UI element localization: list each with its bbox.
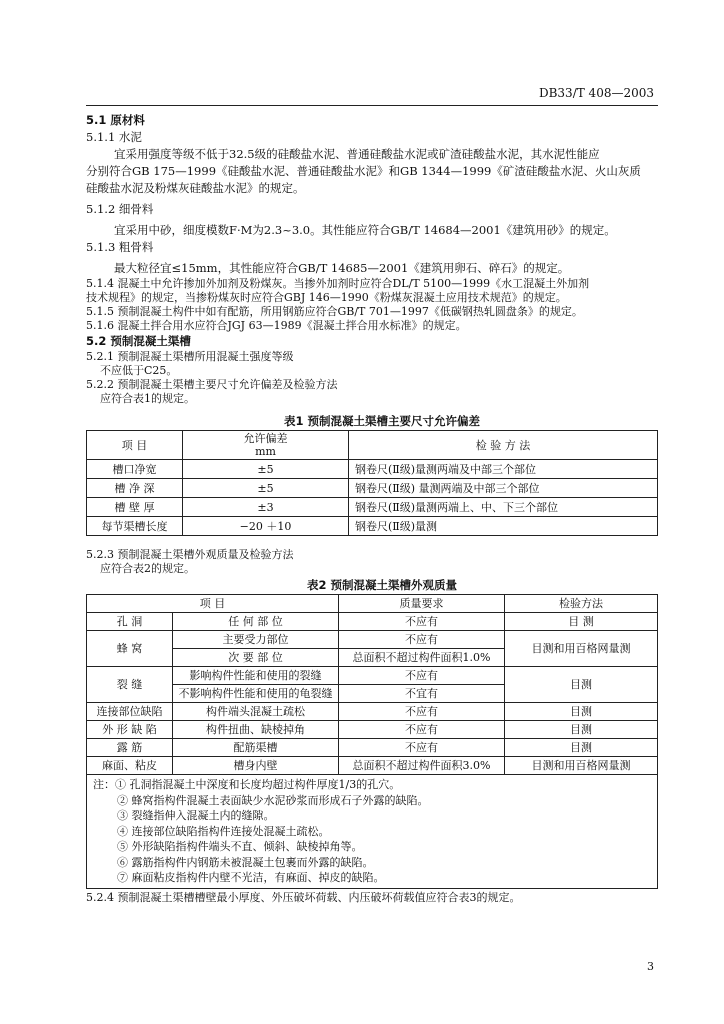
- table-row: [87, 739, 658, 757]
- document-body: [86, 112, 658, 905]
- table2-notes: [86, 775, 658, 889]
- table1: [86, 430, 658, 536]
- table-cell: 不应有: [339, 721, 505, 739]
- table-row: [87, 460, 658, 479]
- table-cell: 总面积不超过构件面积1.0%: [339, 649, 505, 667]
- table-cell: 构件端头混凝土疏松: [173, 703, 339, 721]
- table-row: [87, 613, 658, 631]
- paragraph-line: 硅酸盐水泥及粉煤灰硅酸盐水泥》的规定。: [86, 181, 305, 195]
- header-cell: 项 目: [87, 595, 339, 613]
- subsection-heading: 5.2.3 预制混凝土渠槽外观质量及检验方法: [86, 548, 294, 561]
- table-cell: 总面积不超过构件面积3.0%: [339, 757, 505, 775]
- header-cell-text: 允许偏差: [243, 432, 288, 445]
- note-line: ⑥ 露筋指构件内钢筋未被混凝土包裹而外露的缺陷。: [117, 855, 374, 869]
- table-row: [87, 479, 658, 498]
- section-heading: 5.1 原材料: [86, 113, 145, 127]
- paragraph-line: 应符合表2的规定。: [100, 562, 195, 575]
- standard-code: DB33/T 408—2003: [538, 86, 654, 100]
- note-line: ③ 裂缝指伸入混凝土内的缝隙。: [117, 809, 275, 822]
- table-cell: 外 形 缺 陷: [87, 721, 173, 739]
- table-cell: 槽 净 深: [87, 479, 183, 498]
- table-cell: 麻面、粘皮: [87, 757, 173, 775]
- note-line: ④ 连接部位缺陷指构件连接处混凝土疏松。: [117, 824, 330, 838]
- header-cell: 检 验 方 法: [349, 431, 658, 460]
- table-cell: 目测和用百格网量测: [505, 757, 658, 775]
- paragraph-line: 不应低于C25。: [100, 364, 178, 377]
- table-row: [87, 631, 658, 649]
- table-row: [87, 703, 658, 721]
- header-cell: [183, 431, 349, 460]
- table-cell: −20 ＋10: [183, 517, 349, 536]
- table-header-row: [87, 595, 658, 613]
- table-cell: 目测: [505, 703, 658, 721]
- table-cell: 不应有: [339, 703, 505, 721]
- table-row: [87, 498, 658, 517]
- table-cell: 主要受力部位: [173, 631, 339, 649]
- table-cell: 配筋渠槽: [173, 739, 339, 757]
- table-cell: 次 要 部 位: [173, 649, 339, 667]
- paragraph-line: 应符合表1的规定。: [100, 392, 195, 405]
- table-cell: ±5: [183, 460, 349, 479]
- paragraph-line: 最大粒径宜≤15mm，其性能应符合GB/T 14685—2001《建筑用卵石、碎石》的规定。: [114, 261, 570, 275]
- table-cell: 不应有: [339, 667, 505, 685]
- paragraph-line: 5.1.4 混凝土中允许掺加外加剂及粉煤灰。当掺外加剂时应符合DL/T 5100—1999《水工混凝土外加剂: [86, 277, 590, 290]
- table-cell: 不宜有: [339, 685, 505, 703]
- paragraph-line: 分别符合GB 175—1999《硅酸盐水泥、普通硅酸盐水泥》和GB 1344—1999《矿渣硅酸盐水泥、火山灰质: [86, 164, 641, 178]
- table-cell: 任 何 部 位: [173, 613, 339, 631]
- table-row: [87, 517, 658, 536]
- header-cell: 项 目: [87, 431, 183, 460]
- table-cell: 不应有: [339, 613, 505, 631]
- subsection-heading: 5.2.2 预制混凝土渠槽主要尺寸允许偏差及检验方法: [86, 378, 338, 391]
- table-row: [87, 757, 658, 775]
- table-cell: 裂 缝: [87, 667, 173, 703]
- table-cell: 不影响构件性能和使用的龟裂缝: [173, 685, 339, 703]
- table-cell: 目测和用百格网量测: [505, 631, 658, 667]
- table-cell: 钢卷尺(Ⅱ级)量测两端及中部三个部位: [349, 460, 658, 479]
- table-cell: 目测: [505, 739, 658, 757]
- table-cell: 钢卷尺(Ⅱ级)量测两端上、中、下三个部位: [349, 498, 658, 517]
- table2: [86, 594, 658, 775]
- table-cell: ±3: [183, 498, 349, 517]
- note-line: ⑤ 外形缺陷指构件端头不直、倾斜、缺棱掉角等。: [117, 840, 363, 853]
- table-cell: 目测: [505, 667, 658, 703]
- paragraph-line: 5.2.4 预制混凝土渠槽槽壁最小厚度、外压破坏荷载、内压破坏荷载值应符合表3的规定。: [86, 890, 521, 904]
- table1-caption: 表1 预制混凝土渠槽主要尺寸允许偏差: [283, 414, 480, 428]
- table-cell: 每节渠槽长度: [87, 517, 183, 536]
- page-number: 3: [647, 960, 654, 973]
- subsection-heading: 5.2.1 预制混凝土渠槽所用混凝土强度等级: [86, 350, 294, 363]
- header-cell: 质量要求: [339, 595, 505, 613]
- header-cell: 检验方法: [505, 595, 658, 613]
- header-rule: [86, 105, 658, 106]
- table-cell: 槽 壁 厚: [87, 498, 183, 517]
- table-row: [87, 667, 658, 685]
- table-cell: 目测: [505, 721, 658, 739]
- table-cell: 构件扭曲、缺棱掉角: [173, 721, 339, 739]
- table-cell: 钢卷尺(Ⅱ级)量测: [349, 517, 658, 536]
- paragraph-line: 5.1.6 混凝土拌合用水应符合JGJ 63—1989《混凝土拌合用水标准》的规定。: [86, 319, 467, 332]
- table-cell: 蜂 窝: [87, 631, 173, 667]
- table-cell: 钢卷尺(Ⅱ级) 量测两端及中部三个部位: [349, 479, 658, 498]
- paragraph-line: 5.1.5 预制混凝土构件中如有配筋，所用钢筋应符合GB/T 701—1997《低碳钢热轧圆盘条》的规定。: [86, 305, 583, 318]
- table-cell: 露 筋: [87, 739, 173, 757]
- paragraph-line: 技术规程》的规定，当掺粉煤灰时应符合GBJ 146—1990《粉煤灰混凝土应用技术规范》的规定。: [86, 291, 567, 304]
- note-line: ⑦ 麻面粘皮指构件内壁不光洁，有麻面、掉皮的缺陷。: [117, 871, 385, 884]
- table-row: [87, 721, 658, 739]
- section-heading: 5.2 预制混凝土渠槽: [86, 334, 191, 348]
- table-cell: 不应有: [339, 739, 505, 757]
- note-line: ② 蜂窝指构件混凝土表面缺少水泥砂浆而形成石子外露的缺陷。: [117, 793, 429, 807]
- table-header-row: [87, 431, 658, 460]
- table-cell: 槽口净宽: [87, 460, 183, 479]
- table-cell: 槽身内壁: [173, 757, 339, 775]
- table-cell: 影响构件性能和使用的裂缝: [173, 667, 339, 685]
- header-unit: mm: [255, 445, 276, 458]
- note-line: 注：① 孔洞指混凝土中深度和长度均超过构件厚度1/3的孔穴。: [93, 778, 401, 791]
- table-cell: 目 测: [505, 613, 658, 631]
- table2-caption: 表2 预制混凝土渠槽外观质量: [306, 578, 457, 592]
- subsection-heading: 5.1.2 细骨料: [86, 202, 154, 216]
- table-cell: 不应有: [339, 631, 505, 649]
- table-cell: ±5: [183, 479, 349, 498]
- subsection-heading: 5.1.3 粗骨料: [86, 240, 154, 254]
- paragraph-line: 宜采用中砂，细度模数F·M为2.3~3.0。其性能应符合GB/T 14684—2001《建筑用砂》的规定。: [114, 223, 616, 237]
- paragraph-line: 宜采用强度等级不低于32.5级的硅酸盐水泥、普通硅酸盐水泥或矿渣硅酸盐水泥，其水泥性能应: [114, 147, 600, 161]
- table-cell: 连接部位缺陷: [87, 703, 173, 721]
- table-cell: 孔 洞: [87, 613, 173, 631]
- subsection-heading: 5.1.1 水泥: [86, 130, 142, 144]
